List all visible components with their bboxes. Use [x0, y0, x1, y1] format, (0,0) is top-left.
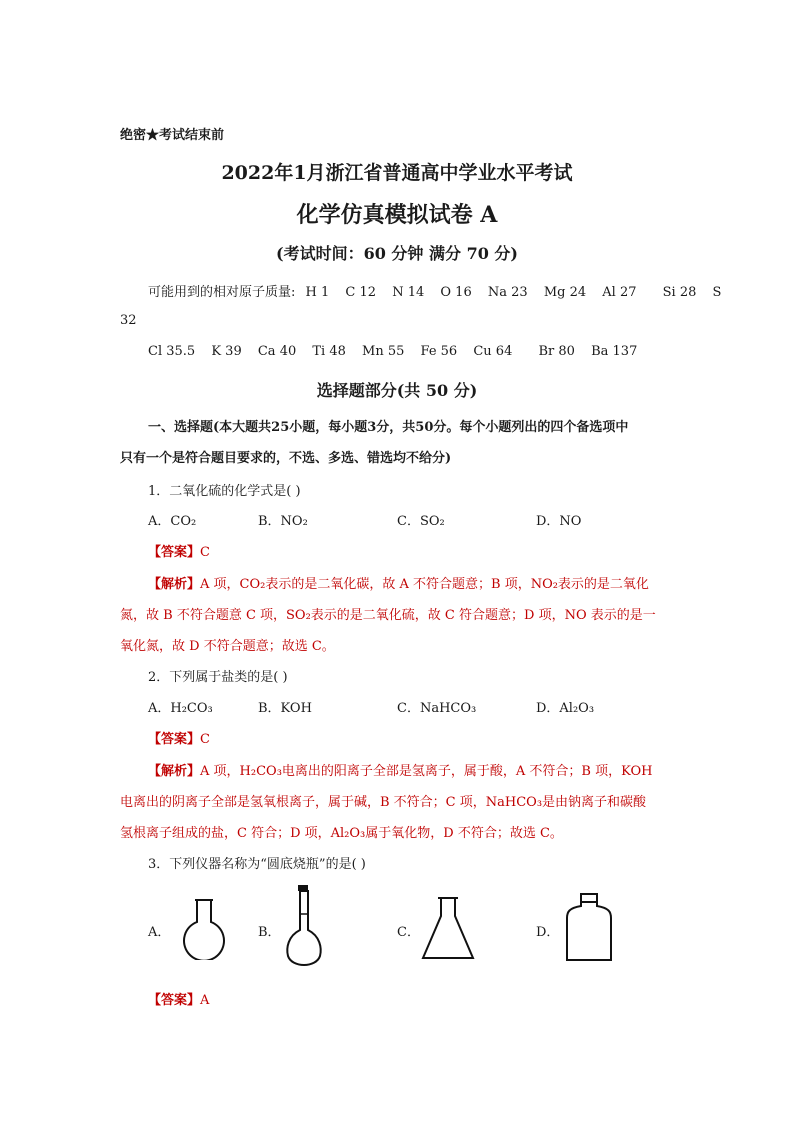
exam-time-score: (考试时间：60 分钟 满分 70 分)	[276, 244, 518, 263]
q2-analysis-line-1	[148, 760, 652, 779]
atom-mass: O 16	[440, 285, 472, 300]
atom-mass: Fe 56	[420, 344, 458, 359]
conical-flask-icon	[420, 896, 476, 962]
atom-mass: Cu 64	[473, 344, 513, 359]
question-2-stem: 2．下列属于盐类的是( )	[148, 670, 288, 685]
atom-mass: C 12	[345, 285, 377, 300]
analysis-text: A 项，H₂CO₃电离出的阳离子全部是氢离子，属于酸，A 不符合；B 项，KOH	[200, 764, 653, 779]
answer-value: C	[200, 545, 210, 560]
q1-analysis-line-1	[148, 573, 649, 592]
atomic-mass-intro: 可能用到的相对原子质量:	[148, 285, 296, 300]
answer-tag: 【答案】	[148, 732, 201, 747]
atom-mass: Cl 35.5	[148, 344, 196, 359]
atomic-mass-row-1	[148, 281, 733, 300]
answer-value: A	[200, 993, 210, 1008]
atomic-mass-wrap: 32	[120, 313, 137, 328]
atom-mass: Ba 137	[591, 344, 638, 359]
atom-mass: Mg 24	[543, 285, 587, 300]
q3-option-b: B．	[258, 925, 281, 940]
q1-option-c: C．SO₂	[397, 514, 445, 529]
atom-mass: K 39	[211, 344, 242, 359]
answer-value: C	[200, 732, 210, 747]
atom-mass: Al 27	[602, 285, 637, 300]
question-1-stem: 1．二氧化硫的化学式是( )	[148, 484, 301, 499]
analysis-text: A 项，CO₂表示的是二氧化碳，故 A 不符合题意；B 项，NO₂表示的是二氧化	[200, 577, 649, 592]
q1-analysis-line-2: 氮，故 B 不符合题意 C 项，SO₂表示的是二氧化硫，故 C 符合题意；D 项，NO 表示的是一	[120, 608, 656, 623]
analysis-tag: 【解析】	[148, 577, 201, 592]
atom-mass: Ca 40	[257, 344, 297, 359]
atom-mass: N 14	[392, 285, 425, 300]
reagent-bottle-icon	[563, 892, 615, 964]
answer-tag: 【答案】	[148, 993, 201, 1008]
instruction-line-2: 只有一个是符合题目要求的，不选、多选、错选均不给分)	[120, 451, 452, 466]
volumetric-flask-icon	[282, 884, 326, 970]
atom-mass: Ti 48	[312, 344, 346, 359]
q1-option-a: A．CO₂	[148, 514, 197, 529]
q2-answer	[148, 728, 210, 747]
q3-option-c: C．	[397, 925, 420, 940]
atom-mass: Si 28	[662, 285, 697, 300]
section-heading: 选择题部分(共 50 分)	[316, 381, 478, 400]
instruction-line-1: 一、选择题(本大题共25小题，每小题3分，共50分。每个小题列出的四个备选项中	[148, 420, 629, 435]
q3-option-a: A．	[148, 925, 171, 940]
q2-option-d: D．Al₂O₃	[536, 701, 595, 716]
q2-analysis-line-2: 电离出的阴离子全部是氢氧根离子，属于碱，B 不符合；C 项，NaHCO₃是由钠离子和碳酸	[120, 795, 647, 810]
question-3-stem: 3．下列仪器名称为“圆底烧瓶”的是( )	[148, 857, 366, 872]
atom-mass: Na 23	[487, 285, 528, 300]
atom-mass: Br 80	[538, 344, 575, 359]
exam-title: 2022年1月浙江省普通高中学业水平考试	[221, 162, 573, 184]
q1-option-b: B．NO₂	[258, 514, 308, 529]
atom-mass: S	[712, 285, 722, 300]
atomic-mass-row-2	[148, 344, 649, 359]
confidential-mark: 绝密★考试结束前	[120, 128, 225, 143]
q1-option-d: D．NO	[536, 514, 582, 529]
atom-mass: Mn 55	[362, 344, 405, 359]
exam-subtitle: 化学仿真模拟试卷 A	[296, 202, 498, 228]
atom-mass: H 1	[305, 285, 330, 300]
q1-analysis-line-3: 氧化氮，故 D 不符合题意；故选 C。	[120, 639, 335, 654]
analysis-tag: 【解析】	[148, 764, 201, 779]
q1-answer	[148, 541, 210, 560]
q3-answer	[148, 989, 209, 1008]
q2-option-a: A．H₂CO₃	[148, 701, 213, 716]
q2-analysis-line-3: 氢根离子组成的盐，C 符合；D 项，Al₂O₃属于氧化物，D 不符合；故选 C。	[120, 826, 563, 841]
q2-option-b: B．KOH	[258, 701, 312, 716]
round-bottom-flask-icon	[178, 898, 230, 960]
answer-tag: 【答案】	[148, 545, 201, 560]
q3-option-d: D．	[536, 925, 560, 940]
q2-option-c: C．NaHCO₃	[397, 701, 477, 716]
